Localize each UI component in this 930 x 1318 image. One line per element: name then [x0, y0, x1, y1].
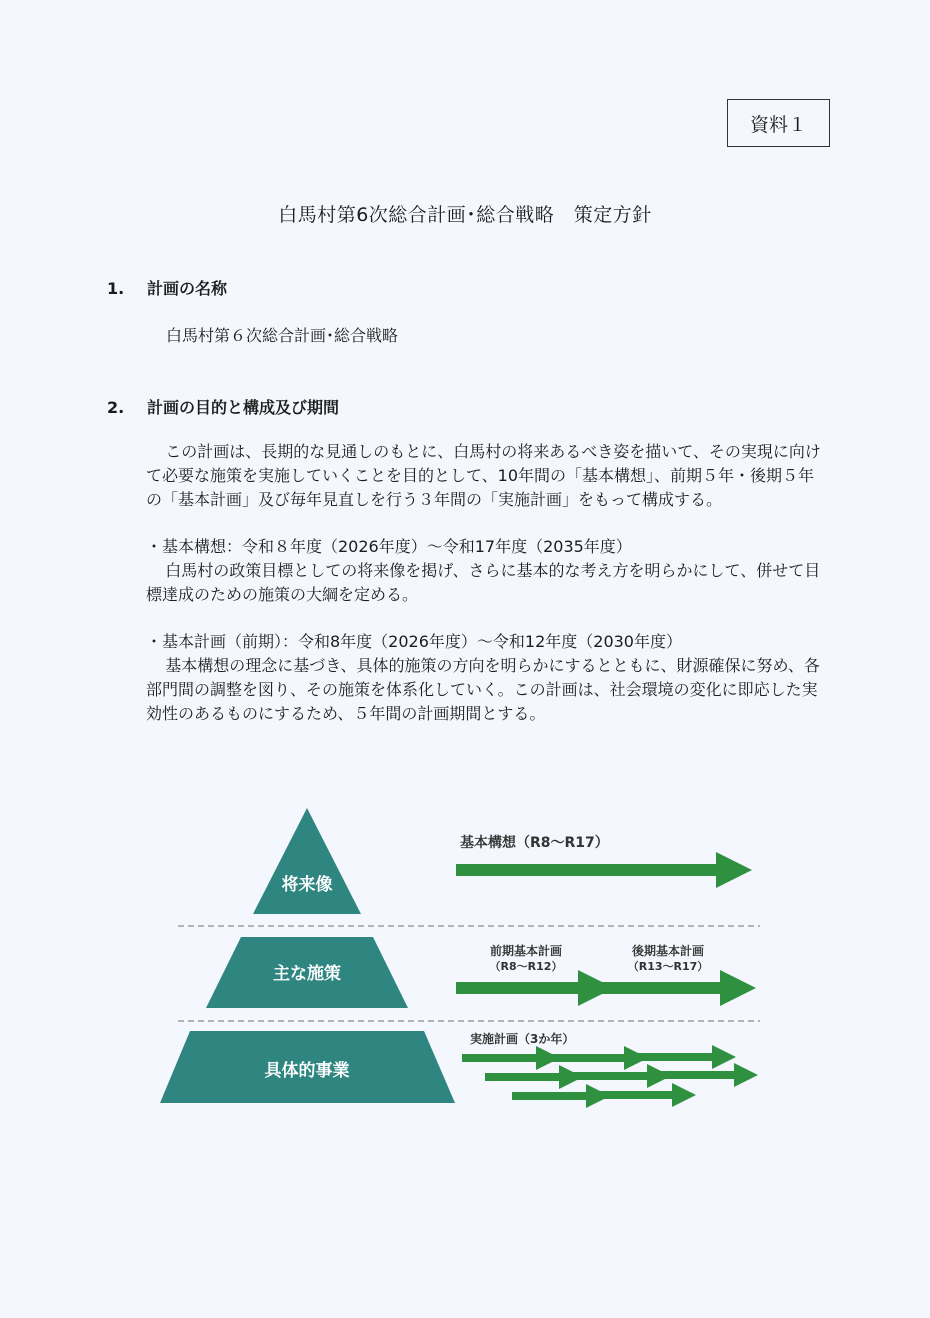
section-1-number: 1.	[107, 279, 125, 298]
purpose-paragraph: この計画は、長期的な見通しのもとに、白馬村の将来あるべき姿を描いて、その実現に向けて必要な施策を実施していくことを目的として、10年間の「基本構想」、前期５年・後期５年の「基本計画」及び毎年見直しを行う３年間の「実施計画」をもって構成する。	[146, 442, 821, 509]
basic-vision-description: 白馬村の政策目標としての将来像を掲げ、さらに基本的な考え方を明らかにして、併せて目標達成のための施策の大綱を定める。	[146, 561, 821, 604]
section-1-title: 計画の名称	[147, 279, 228, 298]
late-plan-label: 後期基本計画	[631, 944, 705, 958]
vision-arrow-label: 基本構想（R8～R17）	[460, 835, 609, 851]
tier-label-projects: 具体的事業	[264, 1061, 350, 1081]
section-2-title: 計画の目的と構成及び期間	[147, 398, 340, 417]
section-2-number: 2.	[107, 398, 125, 417]
document-label: 資料１	[749, 113, 807, 136]
implementation-plan-label: 実施計画（3か年）	[470, 1032, 575, 1046]
early-plan-label: 前期基本計画	[489, 944, 563, 958]
plan-name: 白馬村第６次総合計画･総合戦略	[166, 326, 399, 345]
early-plan-range: （R8～R12）	[489, 960, 563, 973]
basic-plan-description: 基本構想の理念に基づき、具体的施策の方向を明らかにするとともに、財源確保に努め、各部門間の調整を図り、その施策を体系化していく。この計画は、社会環境の変化に即応した実効性のあるものにするため、５年間の計画期間とする。	[146, 656, 820, 723]
document-title: 白馬村第6次総合計画･総合戦略 策定方針	[278, 204, 652, 226]
basic-plan-period: ・基本計画（前期）：令和8年度（2026年度）～令和12年度（2030年度）	[146, 632, 682, 651]
pyramid-tier-vision	[253, 808, 361, 914]
tier-label-policies: 主な施策	[273, 964, 341, 984]
tier-label-vision: 将来像	[281, 875, 333, 895]
basic-vision-period: ・基本構想：令和８年度（2026年度）～令和17年度（2035年度）	[146, 537, 632, 556]
late-plan-range: （R13～R17）	[627, 960, 709, 973]
